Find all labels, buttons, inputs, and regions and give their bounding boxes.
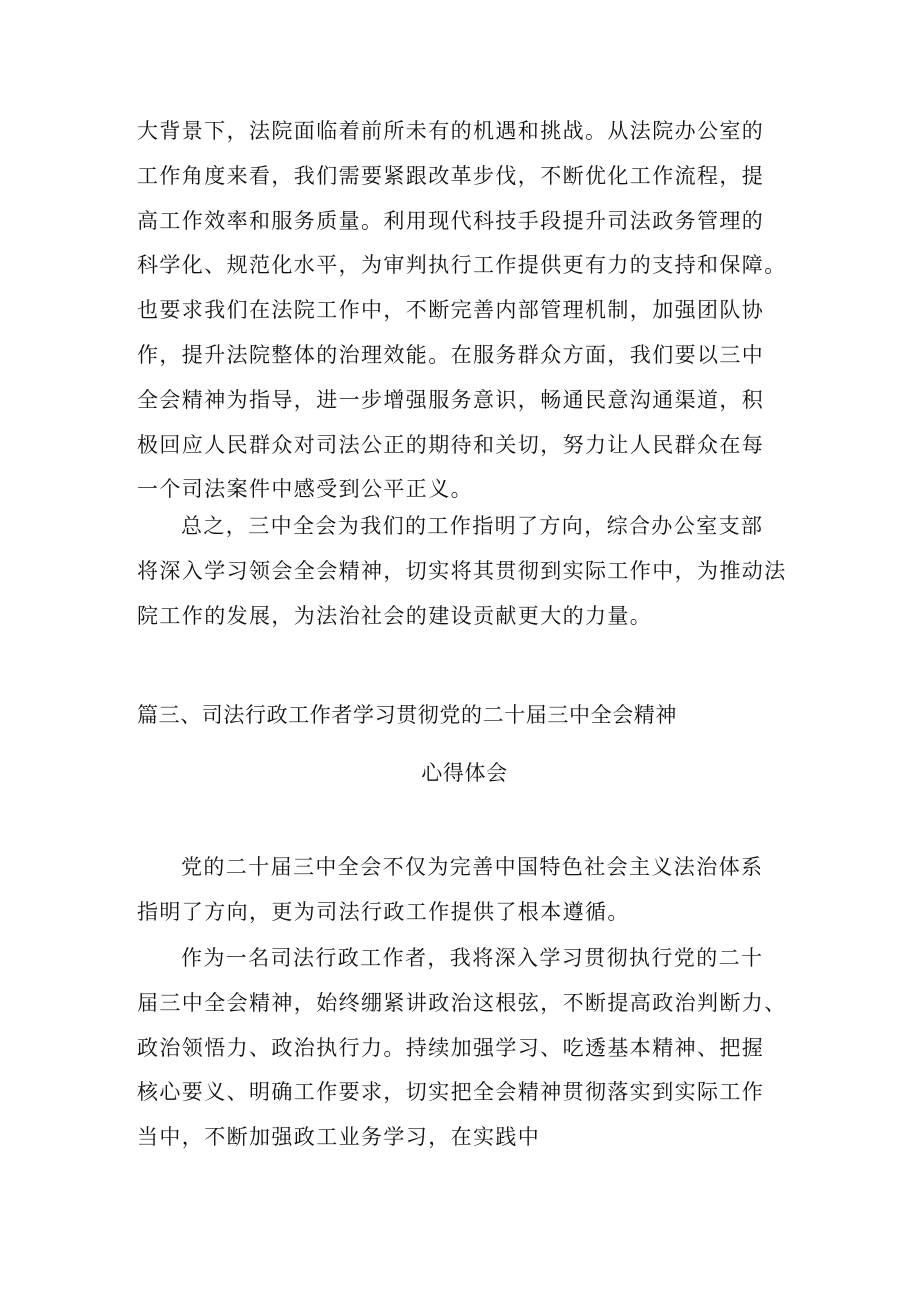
paragraph-conclusion: [137, 504, 792, 638]
text-line: 总之，三中全会为我们的工作指明了方向，综合办公室支部: [181, 514, 764, 538]
text-line: 将深入学习领会全会精神，切实将其贯彻到实际工作中，为推动法: [137, 558, 787, 583]
text-line: 指明了方向，更为司法行政工作提供了根本遵循。: [137, 899, 630, 924]
text-line: 工作角度来看，我们需要紧跟改革步伐，不断优化工作流程，提: [137, 163, 765, 188]
paragraph-intro: [137, 845, 792, 935]
text-line: 当中，不断加强政工业务学习，在实践中: [137, 1125, 541, 1150]
text-line: 全会精神为指导，进一步增强服务意识，畅通民意沟通渠道，积: [137, 387, 765, 412]
text-line: 科学化、规范化水平，为审判执行工作提供更有力的支持和保障。: [137, 253, 787, 278]
text-line: 政治领悟力、政治执行力。持续加强学习、吃透基本精神、把握: [137, 1035, 765, 1060]
text-line: 一个司法案件中感受到公平正义。: [137, 477, 473, 502]
text-line: 大背景下，法院面临着前所未有的机遇和挑战。从法院办公室的: [137, 119, 765, 143]
text-line: 极回应人民群众对司法公正的期待和关切，努力让人民群众在每: [137, 432, 765, 457]
text-line: 作为一名司法行政工作者，我将深入学习贯彻执行党的二十: [181, 946, 764, 970]
paragraph-commitment: [137, 936, 792, 1160]
section-heading-continued: 心得体会: [421, 761, 508, 785]
text-line: 也要求我们在法院工作中，不断完善内部管理机制，加强团队协: [137, 298, 765, 323]
text-line: 核心要义、明确工作要求，切实把全会精神贯彻落实到实际工作: [137, 1080, 765, 1105]
text-line: 作，提升法院整体的治理效能。在服务群众方面，我们要以三中: [137, 342, 765, 367]
text-line: 高工作效率和服务质量。利用现代科技手段提升司法政务管理的: [137, 208, 765, 233]
text-line: 届三中全会精神，始终绷紧讲政治这根弦，不断提高政治判断力、: [137, 990, 787, 1015]
text-line: 党的二十届三中全会不仅为完善中国特色社会主义法治体系: [181, 855, 764, 879]
paragraph-court-office: [137, 109, 792, 512]
section-heading: 篇三、司法行政工作者学习贯彻党的二十届三中全会精神: [137, 703, 677, 727]
text-line: 院工作的发展，为法治社会的建设贡献更大的力量。: [137, 603, 653, 628]
